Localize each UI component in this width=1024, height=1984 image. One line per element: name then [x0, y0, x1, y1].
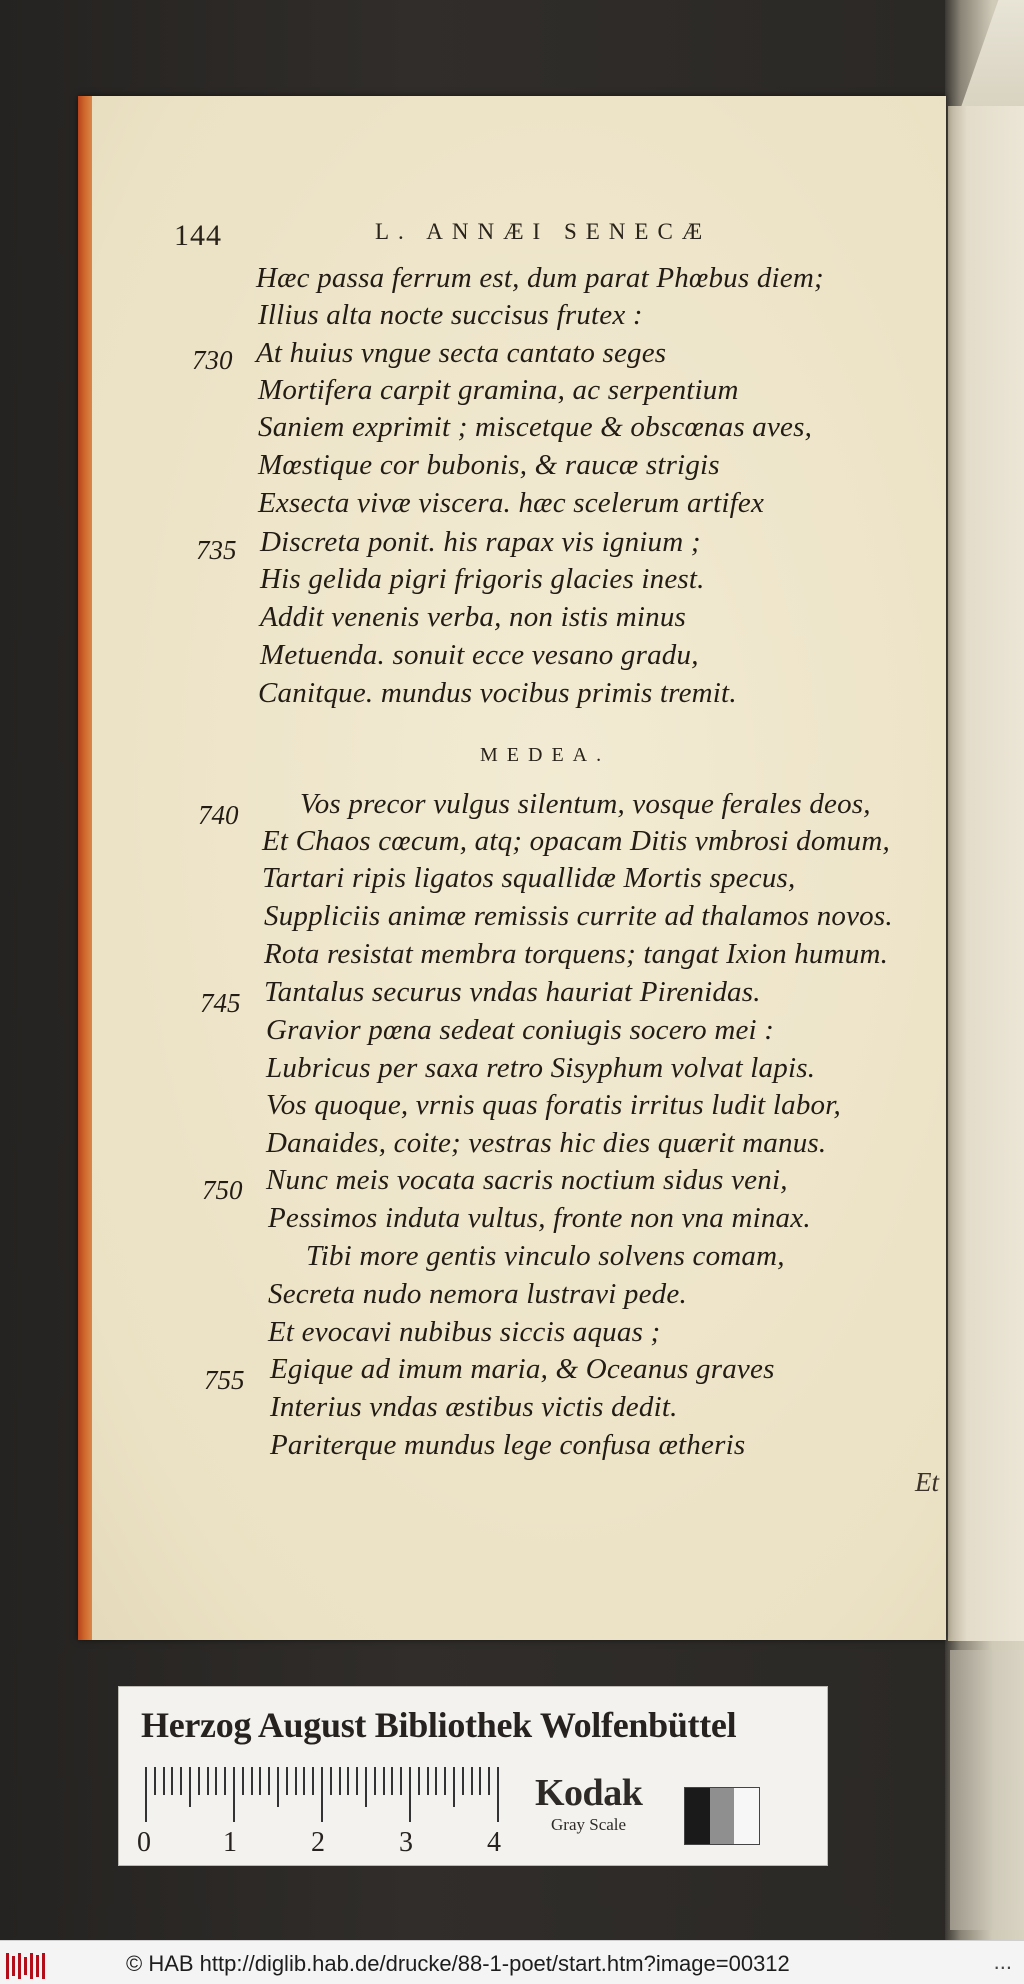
ruler-tick — [242, 1767, 244, 1795]
ruler-tick — [145, 1767, 147, 1822]
verse-line: Addit venenis verba, non istis minus — [260, 601, 687, 633]
ruler-tick — [268, 1767, 270, 1795]
verse-line: Nunc meis vocata sacris noctium sidus veni, — [266, 1164, 788, 1196]
verse-line: Tibi more gentis vinculo solvens comam, — [306, 1240, 785, 1272]
copyright-url[interactable]: © HAB http://diglib.hab.de/drucke/88-1-poet/start.htm?image=00312 — [126, 1951, 790, 1976]
ruler-tick — [251, 1767, 253, 1795]
verse-line: Discreta ponit. his rapax vis ignium ; — [260, 526, 701, 558]
verse-line: Rota resistat membra torquens; tangat Ixion humum. — [264, 938, 889, 970]
verse-line: Pessimos induta vultus, fronte non vna minax. — [268, 1202, 811, 1234]
speaker-heading: MEDEA. — [480, 744, 611, 766]
line-number: 750 — [202, 1175, 243, 1205]
verse-line: Exsecta vivæ viscera. hæc scelerum artifex — [258, 487, 765, 519]
ruler-tick — [171, 1767, 173, 1795]
verse-line: Tartari ripis ligatos squallidæ Mortis specus, — [262, 862, 796, 894]
kodak-logo: Kodak — [535, 1772, 643, 1814]
ruler-tick — [286, 1767, 288, 1795]
ruler-tick — [418, 1767, 420, 1795]
verse-line: At huius vngue secta cantato seges — [256, 337, 667, 369]
ruler-tick — [277, 1767, 279, 1807]
verse-line: Mœstique cor bubonis, & raucæ strigis — [258, 449, 720, 481]
verse-line: Secreta nudo nemora lustravi pede. — [268, 1278, 687, 1310]
verse-line: Pariterque mundus lege confusa ætheris — [270, 1429, 746, 1461]
ruler-tick — [163, 1767, 165, 1795]
running-head: L. ANNÆI SENECÆ — [375, 219, 712, 244]
gray-patch-mid — [710, 1788, 735, 1844]
ruler-tick — [339, 1767, 341, 1795]
ruler-tick — [303, 1767, 305, 1795]
ruler-tick — [462, 1767, 464, 1795]
more-options-icon[interactable]: ... — [993, 1949, 1012, 1974]
ruler-tick — [427, 1767, 429, 1795]
ruler-tick — [488, 1767, 490, 1795]
ruler-tick — [453, 1767, 455, 1807]
library-title: Herzog August Bibliothek Wolfenbüttel — [141, 1705, 737, 1745]
verse-line: Egique ad imum maria, & Oceanus graves — [270, 1353, 775, 1385]
ruler-tick — [444, 1767, 446, 1795]
line-number: 745 — [200, 988, 241, 1018]
line-number: 735 — [196, 535, 237, 565]
gray-patch-white — [734, 1788, 759, 1844]
ruler-tick — [180, 1767, 182, 1795]
verse-line: His gelida pigri frigoris glacies inest. — [260, 563, 705, 595]
ruler-tick — [321, 1767, 323, 1822]
gray-patch-black — [685, 1788, 710, 1844]
page-number: 144 — [174, 219, 222, 252]
ruler-number: 2 — [311, 1827, 325, 1858]
ruler-tick — [224, 1767, 226, 1795]
kodak-color-bar — [118, 1686, 828, 1866]
verse-line: Et Chaos cœcum, atq; opacam Ditis vmbrosi domum, — [262, 825, 890, 857]
adjacent-page — [948, 106, 1024, 1641]
verse-line: Vos quoque, vrnis quas foratis irritus ludit labor, — [266, 1089, 841, 1121]
verse-line: Illius alta nocte succisus frutex : — [258, 299, 643, 331]
ruler-number: 4 — [487, 1827, 501, 1858]
ruler-tick — [189, 1767, 191, 1807]
ruler-tick — [215, 1767, 217, 1795]
line-number: 755 — [204, 1365, 245, 1395]
verse-line: Danaides, coite; vestras hic dies quærit manus. — [266, 1127, 827, 1159]
ruler-tick — [295, 1767, 297, 1795]
ruler-tick — [347, 1767, 349, 1795]
ruler-tick — [400, 1767, 402, 1795]
ruler-tick — [356, 1767, 358, 1795]
catchword: Et — [915, 1467, 939, 1497]
ruler-tick — [154, 1767, 156, 1795]
verse-line: Hæc passa ferrum est, dum parat Phœbus diem; — [256, 262, 824, 294]
page-header — [170, 213, 790, 253]
ruler-number: 1 — [223, 1827, 237, 1858]
viewer-footer — [0, 1940, 1024, 1984]
ruler-tick — [383, 1767, 385, 1795]
ruler-tick — [233, 1767, 235, 1822]
ruler-tick — [374, 1767, 376, 1795]
verse-line: Saniem exprimit ; miscetque & obscœnas aves, — [258, 411, 813, 443]
ruler-tick — [365, 1767, 367, 1807]
ruler-tick — [479, 1767, 481, 1795]
verse-line: Tantalus securus vndas hauriat Pirenidas. — [264, 976, 761, 1008]
ruler-tick — [471, 1767, 473, 1795]
verse-line: Mortifera carpit gramina, ac serpentium — [258, 374, 739, 406]
verse-line: Suppliciis animæ remissis currite ad thalamos novos. — [264, 900, 893, 932]
verse-line: Vos precor vulgus silentum, vosque ferales deos, — [300, 788, 871, 820]
verse-line: Gravior pœna sedeat coniugis socero mei : — [266, 1014, 775, 1046]
ruler-tick — [497, 1767, 499, 1822]
adjacent-page-lower — [950, 1650, 1024, 1930]
measurement-ruler — [145, 1767, 505, 1822]
ruler-tick — [435, 1767, 437, 1795]
verse-line: Metuenda. sonuit ecce vesano gradu, — [260, 639, 699, 671]
verse-line: Lubricus per saxa retro Sisyphum volvat lapis. — [266, 1052, 816, 1084]
ruler-tick — [207, 1767, 209, 1795]
ruler-tick — [391, 1767, 393, 1795]
gray-scale-label: Gray Scale — [551, 1815, 627, 1834]
page-red-edge — [78, 96, 92, 1640]
verse-line: Interius vndas æstibus victis dedit. — [270, 1391, 678, 1423]
ruler-tick — [198, 1767, 200, 1795]
hab-logo-icon[interactable] — [6, 1953, 48, 1979]
ruler-tick — [409, 1767, 411, 1822]
line-number: 740 — [198, 800, 239, 830]
gray-patches — [684, 1787, 760, 1845]
ruler-tick — [259, 1767, 261, 1795]
ruler-number: 0 — [137, 1827, 151, 1858]
verse-line: Canitque. mundus vocibus primis tremit. — [258, 677, 737, 709]
line-number: 730 — [192, 345, 233, 375]
ruler-number: 3 — [399, 1827, 413, 1858]
ruler-tick — [330, 1767, 332, 1795]
ruler-tick — [312, 1767, 314, 1795]
verse-line: Et evocavi nubibus siccis aquas ; — [268, 1316, 661, 1348]
